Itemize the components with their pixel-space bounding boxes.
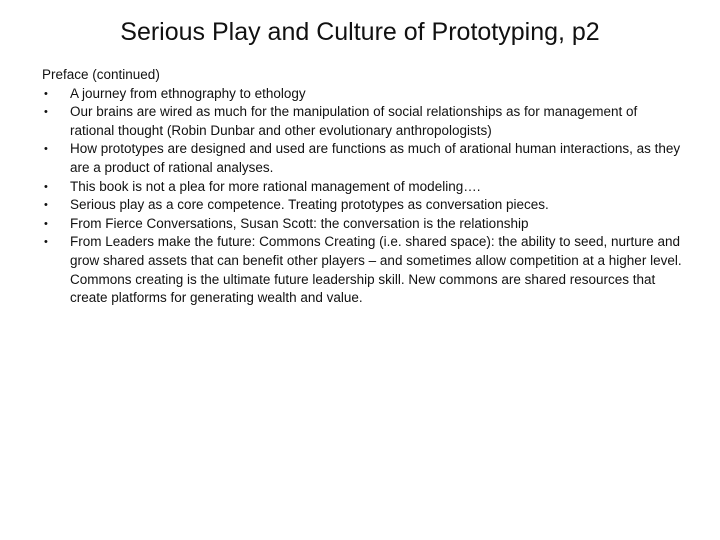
bullet-text: Serious play as a core competence. Treating prototypes as conversation pieces. [70, 197, 549, 213]
bullet-item [42, 196, 682, 215]
bullet-item [42, 178, 682, 197]
slide-title: Serious Play and Culture of Prototyping, p2 [120, 18, 600, 46]
bullet-text: A journey from ethnography to ethology [70, 85, 306, 101]
bullet-icon: • [44, 217, 48, 230]
bullet-item [42, 103, 682, 140]
bullet-icon: • [44, 180, 48, 193]
bullet-icon: • [44, 199, 48, 212]
bullet-text: From Fierce Conversations, Susan Scott: the conversation is the relationship [70, 215, 529, 231]
bullet-list [42, 85, 682, 308]
bullet-item [42, 140, 682, 177]
bullet-text: This book is not a plea for more rational management of modeling…. [70, 178, 481, 194]
bullet-text: Our brains are wired as much for the manipulation of social relationships as for management of rational thought (Robin Dunbar and other evolutionary anthropologists) [70, 104, 638, 138]
bullet-item [42, 233, 682, 307]
bullet-text: From Leaders make the future: Commons Creating (i.e. shared space): the ability to seed, nurture and grow shared assets that can benefit other players – and sometimes allow competition at a higher level. Commons creating is the ultimate future leadership skill. New commons are shared resources that create platforms for generating wealth and value. [70, 234, 682, 306]
bullet-icon: • [44, 106, 48, 119]
bullet-icon: • [44, 87, 48, 100]
bullet-icon: • [44, 143, 48, 156]
bullet-text: How prototypes are designed and used are functions as much of arational human interactions, as they are a product of rational analyses. [70, 141, 681, 175]
bullet-item [42, 85, 682, 104]
slide-body [42, 66, 682, 308]
intro-line: Preface (continued) [42, 67, 160, 82]
bullet-icon: • [44, 236, 48, 249]
bullet-item [42, 215, 682, 234]
